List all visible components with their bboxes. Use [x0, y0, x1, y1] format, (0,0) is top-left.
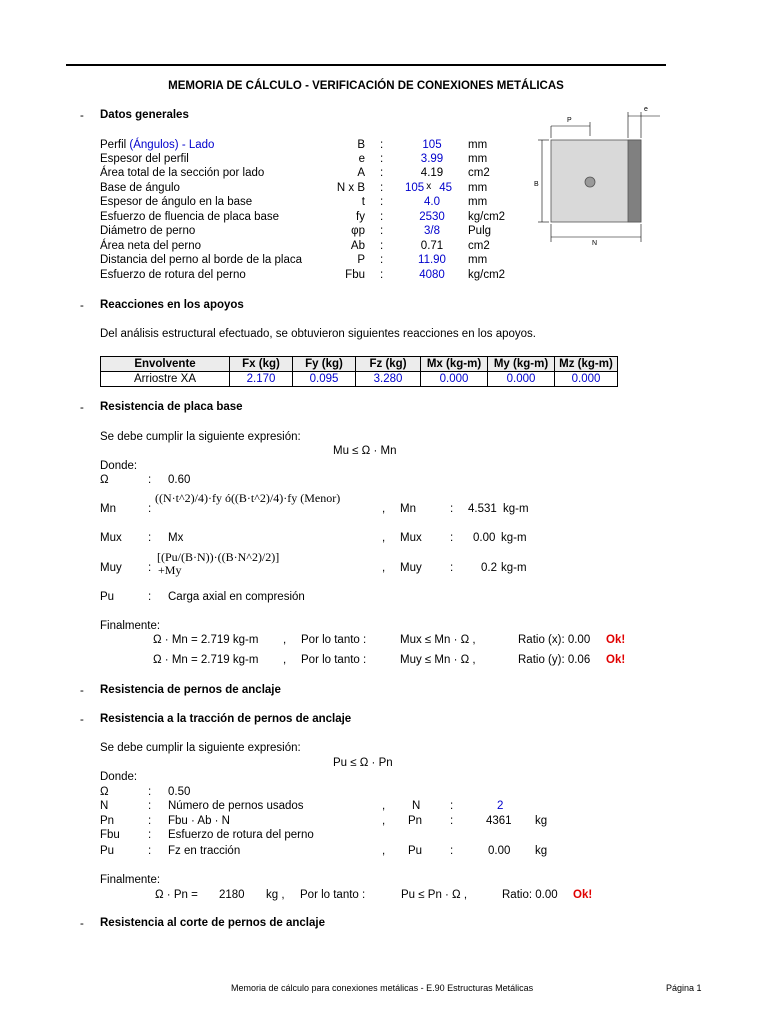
dim-b-label: B	[534, 181, 539, 188]
datos-colon: :	[380, 240, 384, 252]
plate-rect	[551, 140, 641, 222]
traccion-check-value: 2180	[219, 889, 245, 901]
colon: :	[148, 829, 152, 841]
mux-value: 0.00	[473, 532, 496, 544]
datos-colon: :	[380, 225, 384, 237]
colon: :	[450, 503, 454, 515]
pn-symbol: Pn	[100, 815, 115, 827]
table-header: Fz (kg)	[356, 357, 421, 372]
datos-label: Espesor de ángulo en la base	[100, 196, 253, 208]
datos-label: Área total de la sección por lado	[100, 167, 265, 179]
datos-unit: mm	[468, 196, 488, 208]
comma: ,	[382, 845, 386, 857]
section-placa-base: Resistencia de placa base	[100, 401, 243, 413]
colon: :	[450, 532, 454, 544]
datos-val: 3.99	[420, 153, 444, 165]
ok-status: Ok!	[606, 634, 626, 646]
comma: ,	[283, 634, 287, 646]
table-cell: 0.000	[421, 372, 488, 387]
mn-value: 4.531	[468, 503, 497, 515]
traccion-check-unit: kg ,	[266, 889, 285, 901]
check-y-por: Por lo tanto :	[301, 654, 367, 666]
colon: :	[148, 562, 152, 574]
colon: :	[450, 800, 454, 812]
placa-donde: Donde:	[100, 460, 138, 472]
datos-val: 105 x 45	[405, 181, 452, 194]
pu-symbol: Pu	[100, 591, 115, 603]
colon: :	[148, 503, 152, 515]
datos-sym: N x B	[336, 182, 365, 194]
datos-colon: :	[380, 254, 384, 266]
datos-unit: mm	[468, 153, 488, 165]
base-plate-diagram	[520, 100, 670, 250]
comma: ,	[283, 654, 287, 666]
section-corte: Resistencia al corte de pernos de anclaje	[100, 917, 325, 929]
n-symbol: N	[100, 800, 109, 812]
n-definition: Número de pernos usados	[168, 800, 304, 812]
mux-unit: kg-m	[501, 532, 527, 544]
datos-label: Perfil (Ángulos) - Lado	[100, 139, 215, 151]
omega-value: 0.50	[168, 786, 191, 798]
mn-formula: ((N·t^2)/4)·fy ó((B·t^2)/4)·fy (Menor)	[155, 491, 341, 505]
bullet: -	[80, 110, 84, 122]
datos-colon: :	[380, 196, 384, 208]
pu-definition: Carga axial en compresión	[168, 591, 305, 603]
datos-sym: φp	[351, 225, 365, 237]
finalmente-label: Finalmente:	[100, 620, 161, 632]
dim-e-label: e	[644, 106, 648, 113]
datos-sym: Fbu	[345, 269, 365, 281]
ratio-y: Ratio (y): 0.06	[518, 654, 591, 666]
placa-intro: Se debe cumplir la siguiente expresión:	[100, 431, 301, 443]
dim-n-label: N	[592, 240, 598, 247]
colon: :	[450, 562, 454, 574]
table-header: Mx (kg-m)	[421, 357, 488, 372]
mux-definition: Mx	[168, 532, 184, 544]
datos-colon: :	[380, 139, 384, 151]
comma: ,	[382, 815, 386, 827]
reacciones-table	[100, 356, 618, 387]
datos-val: 11.90	[418, 254, 446, 266]
datos-colon: :	[380, 182, 384, 194]
muy-label: Muy	[400, 562, 422, 574]
datos-unit: kg/cm2	[468, 269, 506, 281]
muy-value: 0.2	[481, 562, 497, 574]
placa-expression: Mu ≤ Ω · Mn	[333, 445, 397, 457]
muy-formula: [(Pu/(B·N))·((B·N^2)/2)]	[157, 550, 280, 564]
angle-flange	[628, 140, 641, 222]
table-cell: Arriostre XA	[101, 372, 230, 387]
table-row	[101, 372, 618, 387]
datos-label: Esfuerzo de fluencia de placa base	[100, 211, 280, 223]
datos-label: Diámetro de perno	[100, 225, 196, 237]
bolt-hole	[585, 177, 595, 187]
table-cell: 0.095	[293, 372, 356, 387]
datos-label: Espesor del perfil	[100, 153, 189, 165]
bullet: -	[80, 714, 84, 726]
pn-unit: kg	[535, 815, 548, 827]
bullet: -	[80, 300, 84, 312]
comma: ,	[382, 800, 386, 812]
mn-label: Mn	[400, 503, 416, 515]
check-y-condition: Muy ≤ Mn · Ω ,	[400, 654, 476, 666]
ok-status: Ok!	[606, 654, 626, 666]
pn-definition: Fbu · Ab · N	[168, 815, 230, 827]
datos-colon: :	[380, 153, 384, 165]
datos-val: 4.19	[420, 167, 444, 179]
omega-value: 0.60	[168, 474, 191, 486]
datos-val: 4.0	[424, 196, 440, 208]
mux-symbol: Mux	[100, 532, 122, 544]
pn-label: Pn	[408, 815, 423, 827]
section-reacciones: Reacciones en los apoyos	[100, 299, 244, 311]
ratio-x: Ratio (x): 0.00	[518, 634, 591, 646]
colon: :	[148, 786, 152, 798]
traccion-intro: Se debe cumplir la siguiente expresión:	[100, 742, 301, 754]
colon: :	[450, 815, 454, 827]
header-rule	[66, 64, 666, 66]
datos-label: Esfuerzo de rotura del perno	[100, 269, 246, 281]
traccion-donde: Donde:	[100, 771, 138, 783]
check-x-condition: Mux ≤ Mn · Ω ,	[400, 634, 476, 646]
datos-val: 105	[422, 139, 442, 151]
traccion-ratio: Ratio: 0.00	[502, 889, 558, 901]
traccion-expression: Pu ≤ Ω · Pn	[333, 757, 393, 769]
table-header: Fy (kg)	[293, 357, 356, 372]
footer-text: Memoria de cálculo para conexiones metálicas - E.90 Estructuras Metálicas	[231, 983, 534, 993]
datos-sym: B	[357, 139, 365, 151]
n-value: 2	[497, 800, 504, 812]
table-header: Fx (kg)	[230, 357, 293, 372]
fbu-symbol: Fbu	[100, 829, 120, 841]
traccion-check-condition: Pu ≤ Pn · Ω ,	[401, 889, 468, 901]
mux-label: Mux	[400, 532, 422, 544]
table-header: Envolvente	[101, 357, 230, 372]
table-header-row	[101, 357, 618, 372]
check-y-lhs: Ω · Mn = 2.719 kg-m	[153, 654, 259, 666]
colon: :	[148, 845, 152, 857]
table-cell: 2.170	[230, 372, 293, 387]
muy-symbol: Muy	[100, 562, 122, 574]
mn-unit: kg-m	[503, 503, 529, 515]
comma: ,	[382, 503, 386, 515]
colon: :	[148, 800, 152, 812]
bullet: -	[80, 685, 84, 697]
datos-colon: :	[380, 211, 384, 223]
datos-sym: fy	[356, 211, 365, 223]
datos-sym: P	[357, 254, 365, 266]
datos-unit: mm	[468, 139, 488, 151]
muy-unit: kg-m	[501, 562, 527, 574]
datos-sym: Ab	[350, 240, 365, 252]
datos-sym: A	[357, 167, 365, 179]
datos-val: 4080	[419, 269, 445, 281]
bullet: -	[80, 402, 84, 414]
mn-symbol: Mn	[100, 503, 116, 515]
table-header: Mz (kg-m)	[555, 357, 618, 372]
datos-label: Distancia del perno al borde de la placa	[100, 254, 303, 266]
colon: :	[148, 815, 152, 827]
fbu-definition: Esfuerzo de rotura del perno	[168, 829, 314, 841]
colon: :	[148, 532, 152, 544]
n-label: N	[412, 800, 421, 812]
dim-p-label: P	[567, 117, 572, 124]
datos-unit: mm	[468, 182, 488, 194]
colon: :	[148, 474, 152, 486]
check-x-por: Por lo tanto :	[301, 634, 367, 646]
pu-unit: kg	[535, 845, 548, 857]
pn-value: 4361	[486, 815, 512, 827]
datos-sym: t	[361, 196, 365, 208]
table-cell: 3.280	[356, 372, 421, 387]
datos-val: 2530	[419, 211, 445, 223]
table-cell: 0.000	[555, 372, 618, 387]
colon: :	[148, 591, 152, 603]
pu-value: 0.00	[488, 845, 511, 857]
datos-val: 3/8	[424, 225, 440, 237]
muy-formula-plus: +My	[158, 563, 182, 577]
reacciones-intro: Del análisis estructural efectuado, se obtuvieron siguientes reacciones en los apoyos.	[100, 328, 536, 340]
colon: :	[450, 845, 454, 857]
section-pernos: Resistencia de pernos de anclaje	[100, 684, 281, 696]
datos-sym: e	[358, 153, 365, 165]
omega-symbol: Ω	[100, 474, 109, 486]
datos-unit: Pulg	[468, 225, 492, 237]
pu-label: Pu	[408, 845, 423, 857]
page-title: MEMORIA DE CÁLCULO - VERIFICACIÓN DE CONEXIONES METÁLICAS	[168, 80, 564, 92]
datos-unit: cm2	[468, 240, 490, 252]
omega-symbol: Ω	[100, 786, 109, 798]
table-cell: 0.000	[488, 372, 555, 387]
section-datos-generales: Datos generales	[100, 109, 189, 121]
pu-symbol: Pu	[100, 845, 115, 857]
datos-label: Base de ángulo	[100, 182, 180, 194]
bullet: -	[80, 918, 84, 930]
datos-colon: :	[380, 269, 384, 281]
check-x-lhs: Ω · Mn = 2.719 kg-m	[153, 634, 259, 646]
comma: ,	[382, 532, 386, 544]
datos-unit: cm2	[468, 167, 490, 179]
finalmente-label: Finalmente:	[100, 874, 161, 886]
datos-unit: kg/cm2	[468, 211, 506, 223]
datos-val: 0.71	[420, 240, 444, 252]
section-traccion: Resistencia a la tracción de pernos de anclaje	[100, 713, 352, 725]
comma: ,	[382, 562, 386, 574]
ok-status: Ok!	[573, 889, 593, 901]
traccion-check-por: Por lo tanto :	[300, 889, 366, 901]
datos-label: Área neta del perno	[100, 240, 202, 252]
datos-colon: :	[380, 167, 384, 179]
page-number: Página 1	[666, 983, 702, 993]
traccion-check-lhs: Ω · Pn =	[155, 889, 198, 901]
datos-unit: mm	[468, 254, 488, 266]
table-header: My (kg-m)	[488, 357, 555, 372]
pu-definition: Fz en tracción	[168, 845, 241, 857]
